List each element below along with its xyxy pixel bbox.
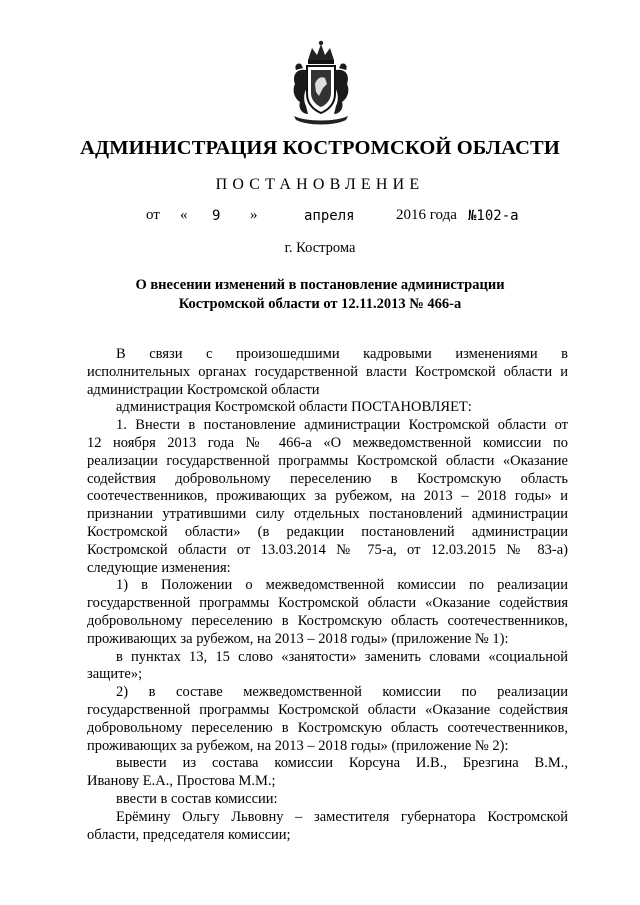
subject-line-2: Костромской области от 12.11.2013 № 466-а	[178, 296, 462, 312]
body-line: содействия добровольному переселению в Костромскую область	[87, 470, 568, 487]
body-line: Костромской области» (в редакции постановлений администрации	[87, 523, 568, 540]
body-line: 12 ноября 2013 года № 466-а «О межведомственной комиссии по	[87, 434, 568, 451]
body-line: области, председателя комиссии;	[87, 826, 291, 843]
body-line: защите»;	[87, 666, 143, 683]
body-line: Иванову Е.А., Простова М.М.;	[87, 773, 276, 790]
body-line: государственной программы Костромской области «Оказание содействия	[87, 701, 568, 718]
body-line: соотечественников, проживающих за рубежом, на 2013 – 2018 годы» и	[87, 488, 568, 505]
date-from-label: от	[146, 207, 160, 223]
document-number: №102-а	[468, 208, 519, 224]
body-line: проживающих за рубежом, на 2013 – 2018 годы» (приложение № 2):	[87, 737, 509, 754]
body-line: следующие изменения:	[87, 559, 231, 576]
body-line: Костромской области от 13.03.2014 № 75-а, от 12.03.2015 № 83-а)	[87, 541, 568, 558]
body-line: администрации Костромской области	[87, 381, 320, 398]
body-line: признании утратившими силу отдельных постановлений администрации	[87, 506, 568, 523]
body-line: добровольному переселению в Костромскую область соотечественников,	[87, 612, 568, 629]
coat-of-arms-icon	[286, 40, 356, 126]
organization-name: АДМИНИСТРАЦИЯ КОСТРОМСКОЙ ОБЛАСТИ	[80, 137, 560, 159]
body-line: администрация Костромской области ПОСТАНОВЛЯЕТ:	[116, 399, 472, 416]
date-quote-open: «	[180, 207, 188, 223]
date-day: 9	[212, 208, 221, 224]
body-line: реализации государственной программы Костромской области «Оказание	[87, 452, 568, 469]
date-line	[0, 207, 640, 227]
body-line: 1) в Положении о межведомственной комиссии по реализации	[116, 577, 568, 594]
body-line: 1. Внести в постановление администрации Костромской области от	[116, 417, 568, 434]
document-subject	[0, 276, 640, 314]
body-line: Ерёмину Ольгу Львовну – заместителя губернатора Костромской	[116, 808, 568, 825]
body-line: в пунктах 13, 15 слово «занятости» заменить словами «социальной	[116, 648, 568, 665]
body-line: добровольному переселению в Костромскую область соотечественников,	[87, 719, 568, 736]
subject-line-1: О внесении изменений в постановление администрации	[135, 277, 505, 293]
body-line: ввести в состав комиссии:	[116, 790, 278, 807]
body-line: 2) в составе межведомственной комиссии по реализации	[116, 684, 568, 701]
date-year: 2016 года	[396, 207, 457, 223]
body-line: В связи с произошедшими кадровыми изменениями в	[116, 346, 568, 362]
body-line: исполнительных органах государственной власти Костромской области и	[87, 363, 568, 380]
date-month: апреля	[304, 208, 355, 224]
body-line: государственной программы Костромской области «Оказание содействия	[87, 595, 568, 612]
document-body	[87, 346, 568, 844]
body-line: проживающих за рубежом, на 2013 – 2018 годы» (приложение № 1):	[87, 630, 509, 647]
body-line: вывести из состава комиссии Корсуна И.В., Брезгина В.М.,	[116, 755, 568, 772]
city: г. Кострома	[284, 240, 356, 256]
date-quote-close: »	[250, 207, 258, 223]
document-type: ПОСТАНОВЛЕНИЕ	[215, 176, 425, 193]
